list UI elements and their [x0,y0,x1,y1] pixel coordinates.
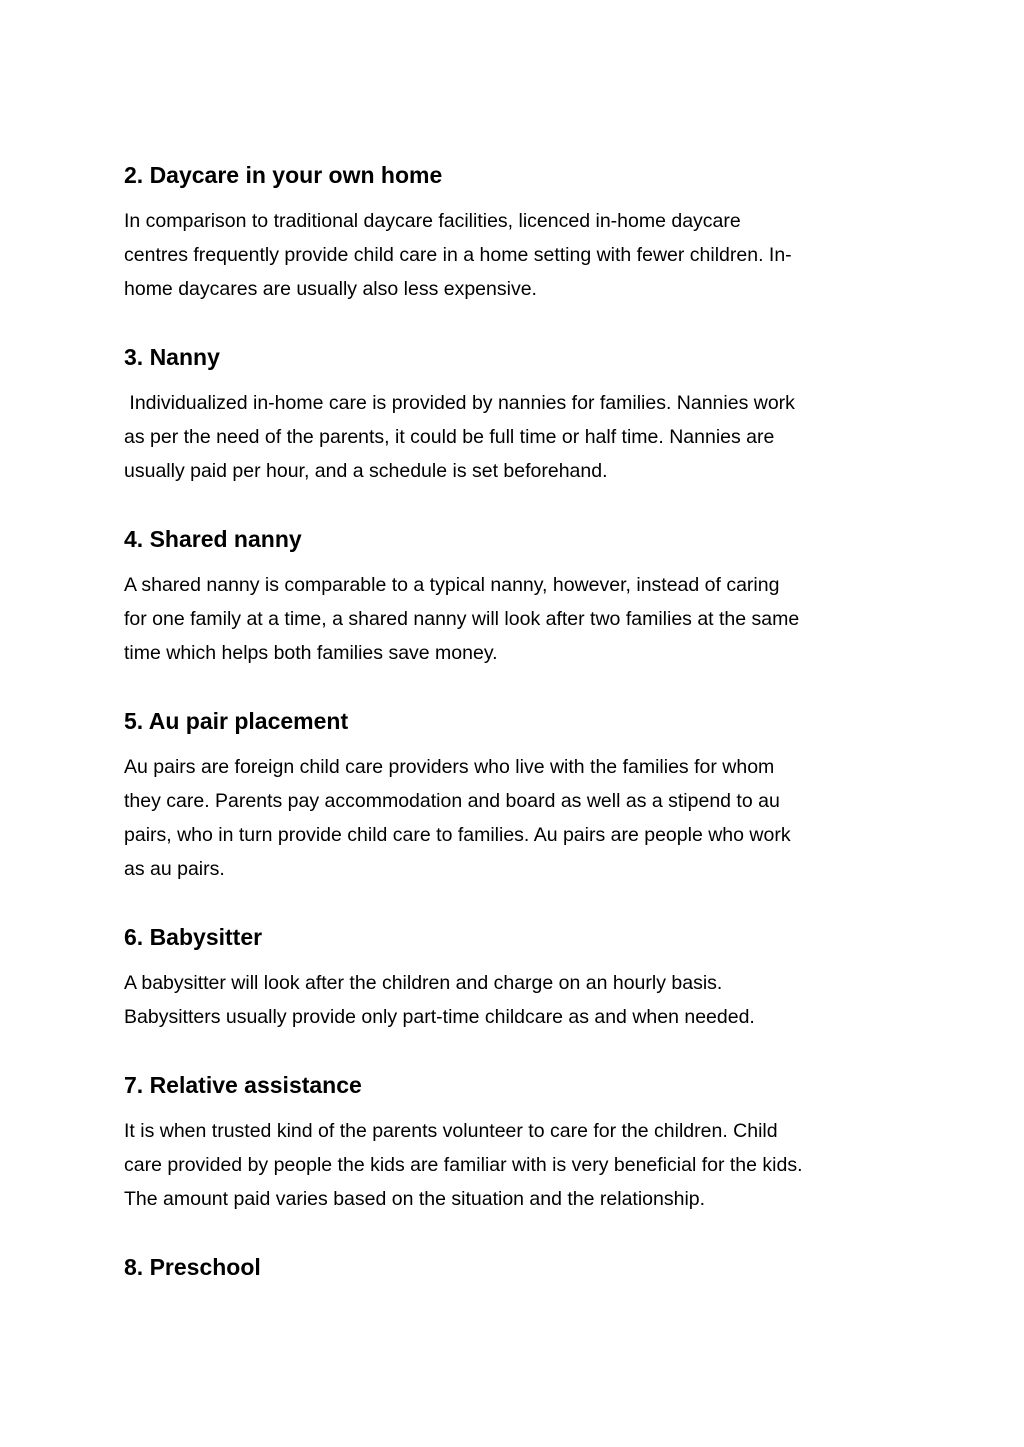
section-heading: 7. Relative assistance [124,1072,362,1098]
section-heading: 5. Au pair placement [124,708,349,734]
section-au-pair [124,704,924,886]
section-heading: 2. Daycare in your own home [124,162,443,188]
section-body: A shared nanny is comparable to a typical nanny, however, instead of caring for one family at a time, a shared nanny will look after two families at the same time which helps both families save money. [124,574,800,664]
section-heading: 8. Preschool [124,1254,261,1280]
section-heading: 3. Nanny [124,344,220,370]
section-body: It is when trusted kind of the parents volunteer to care for the children. Child care provided by people the kids are familiar with is very beneficial for the kids. The amount paid varies based on the situation and the relationship. [124,1120,803,1210]
section-relative-assistance [124,1068,924,1216]
section-nanny [124,340,924,488]
section-babysitter [124,920,924,1034]
section-shared-nanny [124,522,924,670]
section-body: A babysitter will look after the children and charge on an hourly basis. Babysitters usually provide only part-time childcare as and when needed. [124,972,755,1028]
section-heading: 6. Babysitter [124,924,263,950]
section-preschool [124,1250,924,1284]
section-daycare-home [124,158,924,306]
section-heading: 4. Shared nanny [124,526,302,552]
section-body: Au pairs are foreign child care providers who live with the families for whom they care. Parents pay accommodation and board as well as a stipend to au pairs, who in turn provide child care to families. Au pairs are people who work as au pairs. [124,756,791,880]
section-body: In comparison to traditional daycare facilities, licenced in-home daycare centres frequently provide child care in a home setting with fewer children. In- home daycares are usually also less expensive. [124,210,792,300]
section-body: Individualized in-home care is provided by nannies for families. Nannies work as per the need of the parents, it could be full time or half time. Nannies are usually paid per hour, and a schedule is set beforehand. [124,392,795,482]
